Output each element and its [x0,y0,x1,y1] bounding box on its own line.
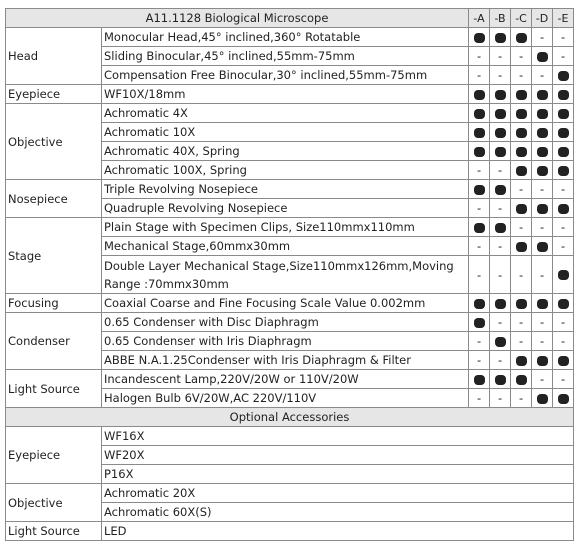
availability-cell [469,142,490,161]
category-cell-text: Objective [8,495,63,510]
item-cell [102,389,469,408]
not-included-dash: - [539,220,545,234]
availability-cell [511,351,532,370]
included-dot-icon [516,109,527,119]
availability-cell [490,123,511,142]
availability-cell [511,313,532,332]
table-row [6,484,574,503]
not-included-dash: - [497,267,503,282]
model-column-header [490,9,511,28]
accessory-cell-text: Achromatic 20X [104,486,196,500]
included-dot-icon [516,33,527,43]
availability-cell [511,161,532,180]
included-dot-icon [558,356,569,366]
availability-cell [553,294,574,313]
availability-cell [490,218,511,237]
included-dot-icon [495,337,506,347]
availability-cell [511,389,532,408]
availability-cell [553,104,574,123]
included-dot-icon [537,394,548,404]
optional-section-row [6,408,574,427]
not-included-dash: - [560,49,566,63]
availability-cell [511,180,532,199]
not-included-dash: - [539,267,545,282]
category-cell [6,180,102,218]
item-cell-text: Mechanical Stage,60mmx30mm [104,239,291,253]
not-included-dash: - [476,334,482,348]
category-cell [6,104,102,180]
accessory-cell [102,522,574,541]
item-cell [102,123,469,142]
included-dot-icon [474,109,485,119]
table-title-text: A11.1128 Biological Microscope [145,11,329,25]
item-cell [102,104,469,123]
table-row [6,104,574,123]
availability-cell [490,180,511,199]
availability-cell [553,351,574,370]
availability-cell [553,85,574,104]
model-column-header-text: -C [515,11,527,25]
category-cell-text: Condenser [8,334,70,348]
item-cell [102,142,469,161]
not-included-dash: - [497,315,503,329]
availability-cell [490,332,511,351]
availability-cell [469,370,490,389]
included-dot-icon [474,33,485,43]
availability-cell [490,237,511,256]
item-cell-text: Achromatic 4X [104,106,188,120]
included-dot-icon [516,375,527,385]
included-dot-icon [558,166,569,176]
optional-accessories-title-text: Optional Accessories [229,410,350,424]
model-column-header-text: -E [557,11,569,25]
table-row [6,370,574,389]
availability-cell [469,47,490,66]
item-cell-text: ABBE N.A.1.25Condenser with Iris Diaphragm & Filter [104,353,411,367]
not-included-dash: - [476,163,482,177]
availability-cell [511,199,532,218]
availability-cell [532,180,553,199]
table-row [6,313,574,332]
model-column-header [553,9,574,28]
not-included-dash: - [476,391,482,405]
availability-cell [532,199,553,218]
item-cell-text: Achromatic 10X [104,125,196,139]
spec-table-body [6,9,574,541]
availability-cell [553,180,574,199]
availability-cell [511,142,532,161]
not-included-dash: - [560,372,566,386]
included-dot-icon [495,90,506,100]
item-cell-text: Plain Stage with Specimen Clips, Size110mmx110mm [104,220,415,234]
not-included-dash: - [476,201,482,215]
included-dot-icon [516,299,527,309]
availability-cell [553,389,574,408]
availability-cell [490,256,511,294]
not-included-dash: - [560,30,566,44]
not-included-dash: - [539,30,545,44]
item-cell-text: WF10X/18mm [104,87,186,101]
not-included-dash: - [539,372,545,386]
availability-cell [511,294,532,313]
not-included-dash: - [476,353,482,367]
included-dot-icon [516,166,527,176]
availability-cell [469,85,490,104]
availability-cell [553,370,574,389]
category-cell [6,427,102,484]
table-row [6,85,574,104]
item-cell-text: Triple Revolving Nosepiece [104,182,258,196]
availability-cell [532,47,553,66]
not-included-dash: - [497,353,503,367]
category-cell-text: Light Source [8,524,80,538]
not-included-dash: - [476,68,482,82]
model-column-header [532,9,553,28]
item-cell [102,180,469,199]
table-row [6,28,574,47]
availability-cell [469,180,490,199]
included-dot-icon [516,147,527,157]
item-cell-text: 0.65 Condenser with Disc Diaphragm [104,315,319,329]
included-dot-icon [474,185,485,195]
not-included-dash: - [476,49,482,63]
included-dot-icon [516,90,527,100]
included-dot-icon [558,270,569,280]
model-column-header [511,9,532,28]
table-row [6,294,574,313]
item-cell-text: Halogen Bulb 6V/20W,AC 220V/110V [104,391,317,405]
included-dot-icon [558,204,569,214]
availability-cell [490,66,511,85]
availability-cell [532,142,553,161]
availability-cell [469,199,490,218]
availability-cell [553,161,574,180]
included-dot-icon [558,128,569,138]
category-cell [6,294,102,313]
not-included-dash: - [497,68,503,82]
availability-cell [532,389,553,408]
included-dot-icon [474,375,485,385]
included-dot-icon [558,394,569,404]
accessory-cell [102,484,574,503]
availability-cell [511,218,532,237]
model-column-header-text: -B [494,11,506,25]
included-dot-icon [558,90,569,100]
availability-cell [553,123,574,142]
availability-cell [469,256,490,294]
included-dot-icon [537,147,548,157]
availability-cell [511,85,532,104]
item-cell-text: Compensation Free Binocular,30° inclined,55mm-75mm [104,68,428,82]
availability-cell [553,47,574,66]
availability-cell [490,370,511,389]
availability-cell [511,237,532,256]
item-cell [102,370,469,389]
availability-cell [469,218,490,237]
availability-cell [469,389,490,408]
availability-cell [511,28,532,47]
category-cell-text: Head [8,49,39,63]
availability-cell [532,123,553,142]
accessory-cell-text: P16X [104,467,134,481]
availability-cell [511,123,532,142]
included-dot-icon [558,147,569,157]
category-cell [6,484,102,522]
included-dot-icon [495,109,506,119]
availability-cell [511,66,532,85]
not-included-dash: - [497,239,503,253]
table-row [6,218,574,237]
category-cell [6,28,102,85]
item-cell-text: Sliding Binocular,45° inclined,55mm-75mm [104,49,355,63]
included-dot-icon [537,128,548,138]
availability-cell [469,351,490,370]
category-cell [6,85,102,104]
included-dot-icon [474,90,485,100]
item-cell [102,218,469,237]
availability-cell [469,104,490,123]
included-dot-icon [474,128,485,138]
availability-cell [553,28,574,47]
included-dot-icon [537,166,548,176]
not-included-dash: - [560,182,566,196]
availability-cell [490,104,511,123]
availability-cell [490,142,511,161]
availability-cell [532,256,553,294]
included-dot-icon [537,242,548,252]
included-dot-icon [558,71,569,81]
accessory-cell-text: Achromatic 60X(S) [104,505,212,519]
included-dot-icon [474,223,485,233]
availability-cell [532,294,553,313]
not-included-dash: - [497,163,503,177]
included-dot-icon [537,299,548,309]
category-cell-text: Stage [8,248,42,263]
included-dot-icon [495,185,506,195]
item-cell [102,47,469,66]
availability-cell [532,313,553,332]
availability-cell [532,351,553,370]
accessory-cell-text: WF16X [104,429,145,443]
included-dot-icon [516,128,527,138]
not-included-dash: - [539,315,545,329]
included-dot-icon [516,242,527,252]
item-cell-text: Coaxial Coarse and Fine Focusing Scale Value 0.002mm [104,296,426,310]
availability-cell [469,123,490,142]
included-dot-icon [537,204,548,214]
not-included-dash: - [497,201,503,215]
not-included-dash: - [518,334,524,348]
item-cell [102,28,469,47]
availability-cell [532,104,553,123]
item-cell [102,85,469,104]
included-dot-icon [495,223,506,233]
availability-cell [511,370,532,389]
not-included-dash: - [476,267,482,282]
item-cell-text: Incandescent Lamp,220V/20W or 110V/20W [104,372,359,386]
header-row [6,9,574,28]
included-dot-icon [537,90,548,100]
included-dot-icon [495,375,506,385]
table-title [6,9,469,28]
included-dot-icon [495,147,506,157]
not-included-dash: - [518,182,524,196]
not-included-dash: - [539,334,545,348]
availability-cell [469,66,490,85]
category-cell [6,218,102,294]
not-included-dash: - [518,391,524,405]
availability-cell [553,237,574,256]
spec-table [5,8,574,541]
included-dot-icon [516,204,527,214]
availability-cell [553,142,574,161]
availability-cell [490,161,511,180]
category-cell-text: Objective [8,134,63,149]
table-row [6,180,574,199]
not-included-dash: - [518,220,524,234]
included-dot-icon [495,299,506,309]
availability-cell [469,28,490,47]
accessory-cell [102,465,574,484]
included-dot-icon [558,109,569,119]
not-included-dash: - [560,239,566,253]
availability-cell [490,199,511,218]
availability-cell [469,161,490,180]
table-row [6,522,574,541]
availability-cell [511,332,532,351]
item-cell [102,332,469,351]
item-cell [102,294,469,313]
included-dot-icon [537,52,548,62]
availability-cell [511,104,532,123]
accessory-cell [102,503,574,522]
category-cell-text: Light Source [8,381,80,396]
availability-cell [553,66,574,85]
accessory-cell [102,446,574,465]
not-included-dash: - [560,334,566,348]
optional-accessories-title [6,408,574,427]
category-cell-text: Eyepiece [8,87,61,101]
availability-cell [532,370,553,389]
category-cell-text: Nosepiece [8,191,68,206]
included-dot-icon [537,356,548,366]
not-included-dash: - [476,239,482,253]
included-dot-icon [474,318,485,328]
not-included-dash: - [539,182,545,196]
availability-cell [469,332,490,351]
not-included-dash: - [497,49,503,63]
not-included-dash: - [518,315,524,329]
availability-cell [490,389,511,408]
included-dot-icon [537,109,548,119]
availability-cell [490,28,511,47]
availability-cell [511,256,532,294]
accessory-cell-text: WF20X [104,448,145,462]
table-row [6,427,574,446]
availability-cell [469,313,490,332]
accessory-cell [102,427,574,446]
category-cell [6,522,102,541]
category-cell-text: Eyepiece [8,448,61,462]
item-cell [102,351,469,370]
item-cell-text: Achromatic 100X, Spring [104,163,247,177]
included-dot-icon [474,299,485,309]
availability-cell [511,47,532,66]
included-dot-icon [516,356,527,366]
item-cell [102,313,469,332]
included-dot-icon [474,147,485,157]
spec-table-container [5,8,574,541]
availability-cell [532,218,553,237]
availability-cell [553,313,574,332]
availability-cell [490,294,511,313]
availability-cell [532,28,553,47]
availability-cell [469,237,490,256]
included-dot-icon [558,299,569,309]
availability-cell [532,332,553,351]
item-cell [102,66,469,85]
item-cell-text: Quadruple Revolving Nosepiece [104,201,288,215]
item-cell [102,161,469,180]
category-cell [6,370,102,408]
not-included-dash: - [539,68,545,82]
availability-cell [532,237,553,256]
availability-cell [553,199,574,218]
item-cell [102,237,469,256]
item-cell-text: Double Layer Mechanical Stage,Size110mmx126mm,Moving Range :70mmx30mm [104,258,454,291]
availability-cell [490,313,511,332]
not-included-dash: - [518,49,524,63]
availability-cell [490,85,511,104]
category-cell [6,313,102,370]
model-column-header [469,9,490,28]
item-cell-text: Monocular Head,45° inclined,360° Rotatable [104,30,361,44]
item-cell-text: 0.65 Condenser with Iris Diaphragm [104,334,312,348]
availability-cell [532,66,553,85]
category-cell-text: Focusing [8,296,59,310]
not-included-dash: - [518,267,524,282]
included-dot-icon [495,128,506,138]
availability-cell [532,161,553,180]
not-included-dash: - [518,68,524,82]
model-column-header-text: -D [535,11,549,25]
item-cell-text: Achromatic 40X, Spring [104,144,240,158]
included-dot-icon [495,33,506,43]
availability-cell [490,351,511,370]
not-included-dash: - [497,391,503,405]
not-included-dash: - [560,220,566,234]
availability-cell [553,218,574,237]
availability-cell [469,294,490,313]
not-included-dash: - [560,315,566,329]
accessory-cell-text: LED [104,524,127,538]
availability-cell [490,47,511,66]
item-cell [102,256,469,294]
availability-cell [532,85,553,104]
availability-cell [553,256,574,294]
model-column-header-text: -A [473,11,485,25]
availability-cell [553,332,574,351]
item-cell [102,199,469,218]
